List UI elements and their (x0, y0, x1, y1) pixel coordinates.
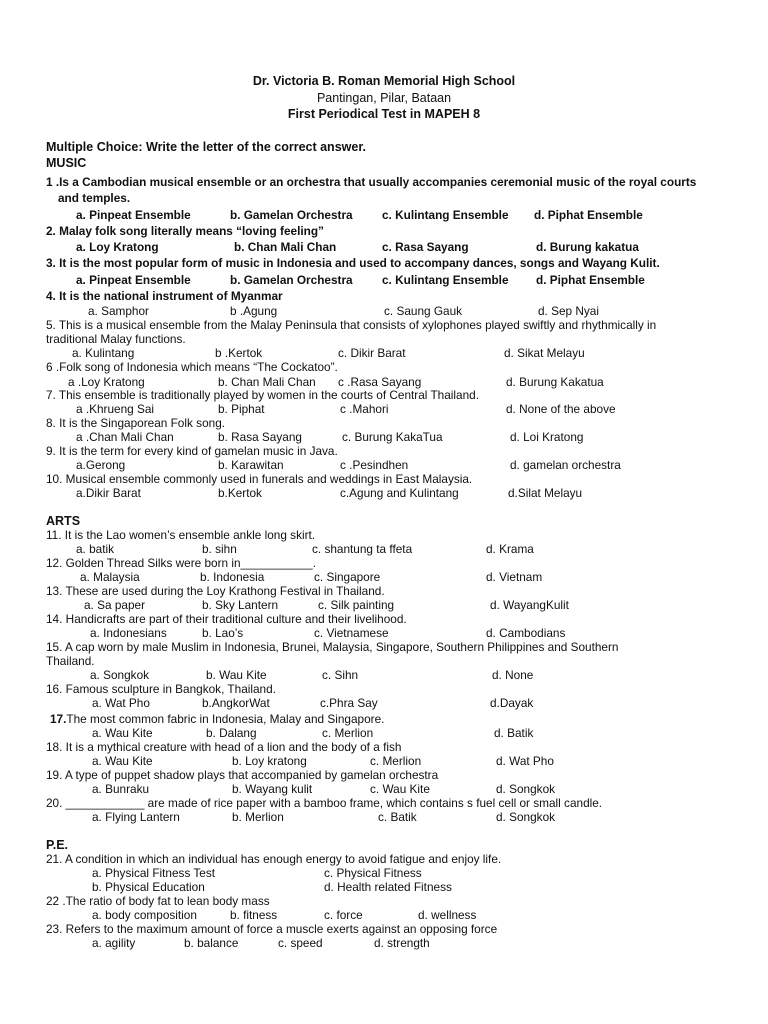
q21-option-c: c. Physical Fitness (324, 866, 422, 880)
question-10: 10. Musical ensemble commonly used in funerals and weddings in East Malaysia. (46, 472, 473, 486)
q22-option-a: a. body composition (92, 908, 197, 922)
question-21: 21. A condition in which an individual has enough energy to avoid fatigue and enjoy life. (46, 852, 502, 866)
q15-option-a: a. Songkok (90, 668, 150, 682)
question-19: 19. A type of puppet shadow plays that accompanied by gamelan orchestra (46, 768, 439, 782)
q11-option-b: b. sihn (202, 542, 237, 556)
q1-option-b: b. Gamelan Orchestra (230, 208, 353, 222)
q10-option-c: c.Agung and Kulintang (340, 486, 459, 500)
q5-option-a: a. Kulintang (72, 346, 135, 360)
q17-option-a: a. Wau Kite (92, 726, 153, 740)
q6-option-a: a .Loy Kratong (68, 375, 145, 389)
q12-option-b: b. Indonesia (200, 570, 265, 584)
q5-option-c: c. Dikir Barat (338, 346, 406, 360)
q3-option-c: c. Kulintang Ensemble (382, 273, 509, 287)
q22-option-c: c. force (324, 908, 363, 922)
q13-option-a: a. Sa paper (84, 598, 145, 612)
question-12: 12. Golden Thread Silks were born in___________. (46, 556, 316, 570)
question-1-cont: and temples. (58, 191, 131, 205)
q19-option-b: b. Wayang kulit (232, 782, 313, 796)
q23-option-c: c. speed (278, 936, 323, 950)
question-15: 15. A cap worn by male Muslim in Indonesia, Brunei, Malaysia, Singapore, Southern Philippines and Southern (46, 640, 619, 654)
question-23: 23. Refers to the maximum amount of force a muscle exerts against an opposing force (46, 922, 498, 936)
q4-option-b: b .Agung (230, 304, 278, 318)
q3-option-b: b. Gamelan Orchestra (230, 273, 353, 287)
q10-option-d: d.Silat Melayu (508, 486, 583, 500)
q18-option-c: c. Merlion (370, 754, 422, 768)
q11-option-a: a. batik (76, 542, 115, 556)
q2-option-b: b. Chan Mali Chan (234, 240, 337, 254)
q6-option-c: c .Rasa Sayang (338, 375, 422, 389)
q23-option-b: b. balance (184, 936, 239, 950)
q2-option-a: a. Loy Kratong (76, 240, 159, 254)
q18-option-a: a. Wau Kite (92, 754, 153, 768)
section-music-heading: MUSIC (46, 156, 87, 170)
question-15-cont: Thailand. (46, 654, 95, 668)
question-5: 5. This is a musical ensemble from the Malay Peninsula that consists of xylophones played swiftly and rhythmically in (46, 318, 657, 332)
q4-option-d: d. Sep Nyai (538, 304, 599, 318)
q12-option-d: d. Vietnam (486, 570, 543, 584)
q13-option-b: b. Sky Lantern (202, 598, 279, 612)
q16-option-b: b.AngkorWat (202, 696, 270, 710)
question-13: 13. These are used during the Loy Krathong Festival in Thailand. (46, 584, 385, 598)
q23-option-a: a. agility (92, 936, 136, 950)
q20-option-d: d. Songkok (496, 810, 556, 824)
q13-option-c: c. Silk painting (318, 598, 395, 612)
q19-option-a: a. Bunraku (92, 782, 150, 796)
q7-option-d: d. None of the above (506, 402, 616, 416)
q7-option-c: c .Mahori (340, 402, 389, 416)
question-17 (50, 712, 384, 726)
question-16: 16. Famous sculpture in Bangkok, Thailand. (46, 682, 276, 696)
school-address: Pantingan, Pilar, Bataan (316, 91, 452, 105)
test-title: First Periodical Test in MAPEH 8 (287, 107, 481, 121)
question-1: 1 .Is a Cambodian musical ensemble or an orchestra that usually accompanies ceremonial music of the royal courts (46, 175, 697, 189)
question-6: 6 .Folk song of Indonesia which means “The Cockatoo”. (46, 360, 338, 374)
q11-option-d: d. Krama (486, 542, 534, 556)
question-4: 4. It is the national instrument of Myanmar (46, 289, 283, 303)
q17-option-b: b. Dalang (206, 726, 257, 740)
q2-option-d: d. Burung kakatua (536, 240, 639, 254)
question-20: 20. ____________ are made of rice paper with a bamboo frame, which contains s fuel cell or small candle. (46, 796, 603, 810)
q23-option-d: d. strength (374, 936, 430, 950)
q15-option-d: d. None (492, 668, 534, 682)
q1-option-d: d. Piphat Ensemble (534, 208, 643, 222)
instructions: Multiple Choice: Write the letter of the correct answer. (46, 140, 366, 154)
q15-option-c: c. Sihn (322, 668, 359, 682)
q8-option-a: a .Chan Mali Chan (76, 430, 174, 444)
q20-option-a: a. Flying Lantern (92, 810, 180, 824)
q1-option-a: a. Pinpeat Ensemble (76, 208, 191, 222)
question-18: 18. It is a mythical creature with head of a lion and the body of a fish (46, 740, 402, 754)
q8-option-d: d. Loi Kratong (510, 430, 584, 444)
q18-option-d: d. Wat Pho (496, 754, 554, 768)
q6-option-d: d. Burung Kakatua (506, 375, 604, 389)
section-arts-heading: ARTS (46, 514, 81, 528)
q14-option-a: a. Indonesians (90, 626, 167, 640)
q18-option-b: b. Loy kratong (232, 754, 307, 768)
q3-option-a: a. Pinpeat Ensemble (76, 273, 191, 287)
q1-option-c: c. Kulintang Ensemble (382, 208, 509, 222)
q9-option-d: d. gamelan orchestra (510, 458, 621, 472)
q10-option-b: b.Kertok (218, 486, 262, 500)
q13-option-d: d. WayangKulit (490, 598, 569, 612)
q14-option-b: b. Lao’s (202, 626, 244, 640)
question-5-cont: traditional Malay functions. (46, 332, 186, 346)
q19-option-c: c. Wau Kite (370, 782, 430, 796)
question-9: 9. It is the term for every kind of gamelan music in Java. (46, 444, 338, 458)
q21-option-b: b. Physical Education (92, 880, 205, 894)
q22-option-b: b. fitness (230, 908, 278, 922)
q8-option-c: c. Burung KakaTua (342, 430, 443, 444)
q20-option-c: c. Batik (378, 810, 417, 824)
q9-option-b: b. Karawitan (218, 458, 284, 472)
q10-option-a: a.Dikir Barat (76, 486, 141, 500)
q7-option-b: b. Piphat (218, 402, 265, 416)
section-pe-heading: P.E. (46, 838, 69, 852)
q9-option-c: c .Pesindhen (340, 458, 409, 472)
q17-option-d: d. Batik (494, 726, 534, 740)
q2-option-c: c. Rasa Sayang (382, 240, 469, 254)
question-3: 3. It is the most popular form of music in Indonesia and used to accompany dances, songs and Wayang Kulit. (46, 256, 660, 270)
q22-option-d: d. wellness (418, 908, 477, 922)
q16-option-d: d.Dayak (490, 696, 534, 710)
q7-option-a: a .Khrueng Sai (76, 402, 155, 416)
q20-option-b: b. Merlion (232, 810, 284, 824)
question-17-number: 17. (50, 712, 67, 726)
question-11: 11. It is the Lao women’s ensemble ankle long skirt. (46, 528, 316, 542)
q8-option-b: b. Rasa Sayang (218, 430, 302, 444)
q14-option-d: d. Cambodians (486, 626, 566, 640)
question-17-text: The most common fabric in Indonesia, Malay and Singapore. (66, 712, 385, 726)
q3-option-d: d. Piphat Ensemble (536, 273, 645, 287)
question-2: 2. Malay folk song literally means “loving feeling” (46, 224, 324, 238)
question-7: 7. This ensemble is traditionally played by women in the courts of Central Thailand. (46, 388, 479, 402)
q11-option-c: c. shantung ta ffeta (312, 542, 413, 556)
q4-option-c: c. Saung Gauk (384, 304, 463, 318)
school-name: Dr. Victoria B. Roman Memorial High School (252, 74, 516, 88)
q12-option-a: a. Malaysia (80, 570, 140, 584)
q6-option-b: b. Chan Mali Chan (218, 375, 316, 389)
q15-option-b: b. Wau Kite (206, 668, 267, 682)
q5-option-b: b .Kertok (215, 346, 263, 360)
q19-option-d: d. Songkok (496, 782, 556, 796)
q14-option-c: c. Vietnamese (314, 626, 389, 640)
q16-option-c: c.Phra Say (320, 696, 378, 710)
question-14: 14. Handicrafts are part of their traditional culture and their livelihood. (46, 612, 407, 626)
question-22: 22 .The ratio of body fat to lean body mass (46, 894, 270, 908)
q4-option-a: a. Samphor (88, 304, 149, 318)
q21-option-a: a. Physical Fitness Test (92, 866, 216, 880)
question-8: 8. It is the Singaporean Folk song. (46, 416, 226, 430)
q16-option-a: a. Wat Pho (92, 696, 150, 710)
q17-option-c: c. Merlion (322, 726, 374, 740)
q12-option-c: c. Singapore (314, 570, 381, 584)
q21-option-d: d. Health related Fitness (324, 880, 452, 894)
q9-option-a: a.Gerong (76, 458, 126, 472)
q5-option-d: d. Sikat Melayu (504, 346, 585, 360)
